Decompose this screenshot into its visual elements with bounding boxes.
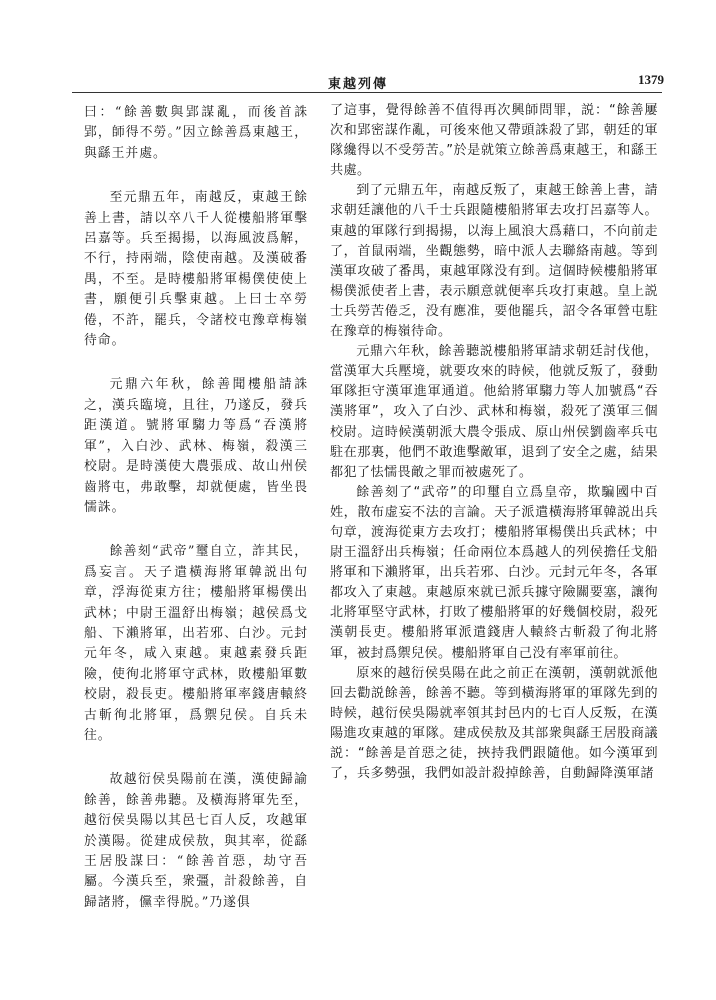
original-paragraph: 元鼎六年秋，餘善聞樓船請誅之，漢兵臨境，且往，乃遂反，發兵距漢道。號將軍騶力等爲“吞漢將軍”，入白沙、武林、梅嶺，殺漢三校尉。是時漢使大農張成、故山州侯齒將屯，弗敢擊，却就便處，皆坐畏懦誅。 bbox=[84, 377, 308, 515]
original-text-column bbox=[84, 103, 308, 937]
translation-paragraph: 餘善刻了“武帝”的印璽自立爲皇帝，欺騙國中百姓，散布虚妄不法的言論。天子派遣橫海將軍韓説出兵句章，渡海從東方去攻打；樓船將軍楊僕出兵武林；中尉王溫舒出兵梅嶺；任命兩位本爲越人的列侯擔任戈船將軍和下瀨將軍，出兵若邪、白沙。元封元年冬，各軍都攻入了東越。東越原來就已派兵據守險關要塞，讓徇北將軍堅守武林，打敗了樓船將軍的好幾個校尉，殺死漢朝長吏。樓船將軍派遣錢唐人轅終古斬殺了徇北將軍，被封爲禦兒侯。樓船將軍自己没有率軍前往。 bbox=[330, 484, 658, 661]
translation-paragraph: 了這事，覺得餘善不值得再次興師問罪，説：“餘善屢次和郢密謀作亂，可後來他又帶頭誅殺了郢，朝廷的軍隊纔得以不受勞苦。”於是就策立餘善爲東越王，和繇王共處。 bbox=[330, 103, 658, 179]
original-paragraph: 故越衍侯吳陽前在漢，漢使歸諭餘善，餘善弗聽。及橫海將軍先至，越衍侯吳陽以其邑七百人反，攻越軍於漢陽。從建成侯敖，與其率，從繇王居股謀曰：“餘善首惡，劫守吾屬。今漢兵至，衆彊，計殺餘善，自歸諸將，儻幸得脱。”乃遂俱 bbox=[84, 772, 308, 910]
original-paragraph: 曰：“餘善數與郢謀亂，而後首誅郢，師得不勞。”因立餘善爲東越王，與繇王并處。 bbox=[84, 105, 308, 161]
original-paragraph: 餘善刻“武帝”璽自立，詐其民，爲妄言。天子遣橫海將軍韓説出句章，浮海從東方往；樓船將軍楊僕出武林；中尉王溫舒出梅嶺；越侯爲戈船、下瀨將軍，出若邪、白沙。元封元年冬，咸入東越。東越素發兵距險，使徇北將軍守武林，敗樓船軍數校尉，殺長吏。樓船將軍率錢唐轅終古斬徇北將軍，爲禦兒侯。自兵未往。 bbox=[84, 544, 308, 743]
page-number: 1379 bbox=[638, 72, 664, 87]
translation-paragraph: 元鼎六年秋，餘善聽説樓船將軍請求朝廷討伐他，當漢軍大兵壓境，就要攻來的時候，他就反叛了，發動軍隊拒守漢軍進軍通道。他給將軍騶力等人加號爲“吞漢將軍”，攻入了白沙、武林和梅嶺，殺死了漢軍三個校尉。這時候漢朝派大農令張成、原山州侯劉齒率兵屯駐在那裏，他們不敢進擊敵軍，退到了安全之處，結果都犯了怯懦畏敵之罪而被處死了。 bbox=[330, 344, 658, 480]
header-rule bbox=[72, 92, 662, 93]
header-title: 東越列傳 bbox=[327, 77, 388, 92]
translation-paragraph: 原來的越衍侯吳陽在此之前正在漢朝，漢朝就派他回去勸説餘善，餘善不聽。等到橫海將軍的軍隊先到的時候，越衍侯吳陽就率領其封邑内的七百人反叛，在漢陽進攻東越的軍隊。建成侯敖及其部衆與繇王居股商議説：“餘善是首惡之徒，挾持我們跟隨他。如今漢軍到了，兵多勢强，我們如設計殺掉餘善，自動歸降漢軍諸 bbox=[330, 665, 658, 782]
translation-paragraph: 到了元鼎五年，南越反叛了，東越王餘善上書，請求朝廷讓他的八千士兵跟隨樓船將軍去攻打呂嘉等人。東越的軍隊行到揭揚，以海上風浪大爲藉口，不向前走了，首鼠兩端，坐觀態勢，暗中派人去聯絡南越。等到漢軍攻破了番禺，東越軍隊没有到。這個時候樓船將軍楊僕派使者上書，表示願意就便率兵攻打東越。皇上説士兵勞苦倦乏，没有應准，要他罷兵，詔令各軍營屯駐在豫章的梅嶺待命。 bbox=[330, 183, 658, 340]
original-paragraph: 至元鼎五年，南越反，東越王餘善上書，請以卒八千人從樓船將軍擊呂嘉等。兵至揭揚，以海風波爲解，不行，持兩端，陰使南越。及漢破番禺，不至。是時樓船將軍楊僕使使上書，願便引兵擊東越。上曰士卒勞倦，不許，罷兵，令諸校屯豫章梅嶺待命。 bbox=[84, 190, 308, 349]
translation-text-column bbox=[330, 101, 658, 784]
